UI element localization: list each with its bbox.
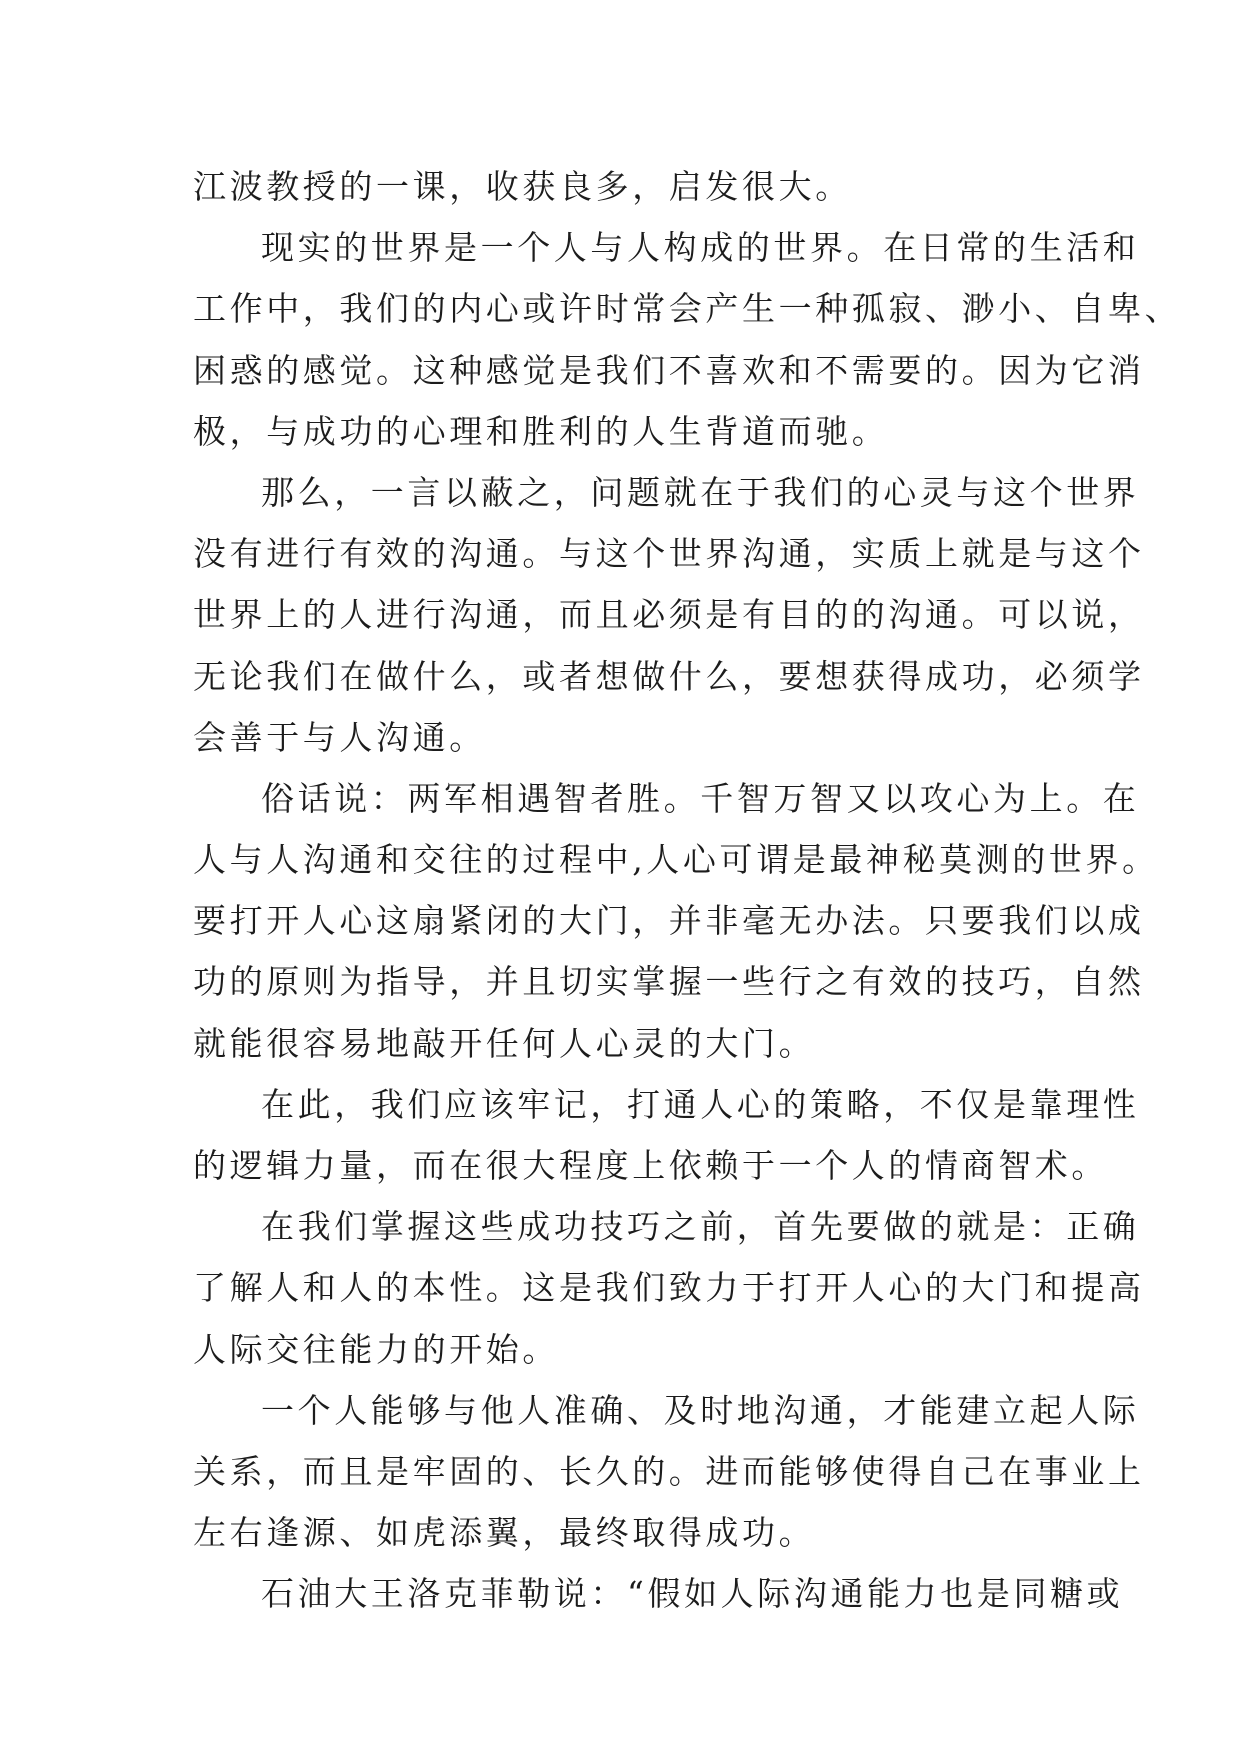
text-line: 在我们掌握这些成功技巧之前，首先要做的就是：正确 (261, 1207, 1140, 1247)
text-line: 那么，一言以蔽之，问题就在于我们的心灵与这个世界 (261, 472, 1140, 512)
text-line: 的逻辑力量，而在很大程度上依赖于一个人的情商智术。 (193, 1146, 1108, 1185)
text-line: 人与人沟通和交往的过程中,人心可谓是最神秘莫测的世界。 (193, 840, 1159, 880)
text-line: 功的原则为指导，并且切实掌握一些行之有效的技巧，自然 (193, 962, 1145, 1002)
text-line: 一个人能够与他人准确、及时地沟通，才能建立起人际 (261, 1390, 1140, 1430)
text-line: 无论我们在做什么，或者想做什么，要想获得成功，必须学 (193, 656, 1145, 696)
text-line: 石油大王洛克菲勒说：“假如人际沟通能力也是同糖或 (261, 1574, 1124, 1614)
text-line: 要打开人心这扇紧闭的大门，并非毫无办法。只要我们以成 (193, 901, 1145, 941)
text-line: 江波教授的一课，收获良多，启发很大。 (193, 167, 852, 206)
text-line: 现实的世界是一个人与人构成的世界。在日常的生活和 (261, 228, 1140, 268)
text-line: 会善于与人沟通。 (193, 717, 486, 757)
document-body (193, 156, 1182, 1625)
text-line: 困惑的感觉。这种感觉是我们不喜欢和不需要的。因为它消 (193, 350, 1145, 390)
text-line: 了解人和人的本性。这是我们致力于打开人心的大门和提高 (193, 1268, 1145, 1308)
text-line: 就能很容易地敲开任何人心灵的大门。 (193, 1023, 816, 1063)
text-line: 工作中，我们的内心或许时常会产生一种孤寂、渺小、自卑、 (193, 289, 1182, 329)
text-line: 极，与成功的心理和胜利的人生背道而驰。 (193, 411, 889, 451)
text-line: 俗话说：两军相遇智者胜。千智万智又以攻心为上。在 (261, 778, 1140, 818)
text-line: 没有进行有效的沟通。与这个世界沟通，实质上就是与这个 (193, 534, 1145, 574)
text-line: 在此，我们应该牢记，打通人心的策略，不仅是靠理性 (261, 1084, 1140, 1124)
text-line: 世界上的人进行沟通，而且必须是有目的的沟通。可以说， (193, 595, 1145, 635)
text-line: 人际交往能力的开始。 (193, 1329, 559, 1369)
text-line: 左右逢源、如虎添翼，最终取得成功。 (193, 1513, 816, 1553)
text-line: 关系，而且是牢固的、长久的。进而能够使得自己在事业上 (193, 1451, 1145, 1491)
